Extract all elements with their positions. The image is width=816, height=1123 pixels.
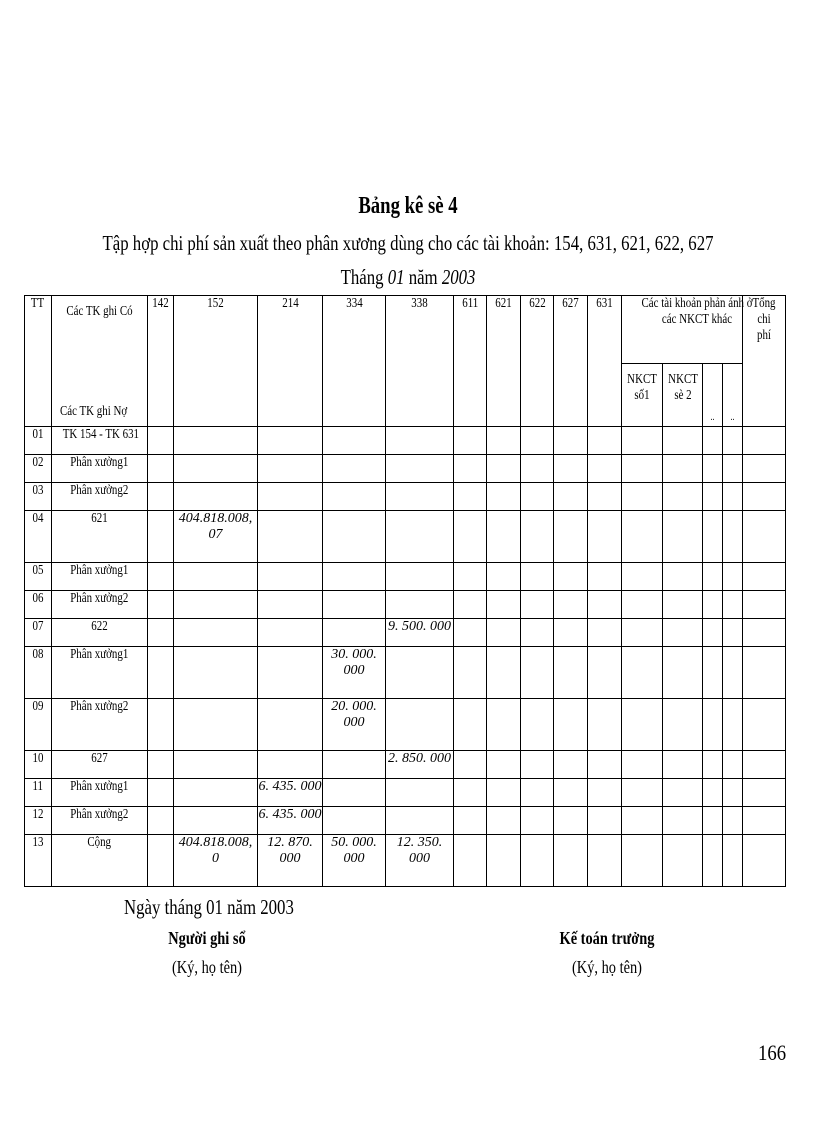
header-other-4: .. — [723, 363, 743, 427]
empty-cell — [703, 751, 723, 779]
row-tt: 05 — [25, 563, 52, 591]
cell-152 — [174, 647, 258, 699]
header-account-338: 338 — [386, 296, 454, 427]
signature-chief-accountant — [507, 928, 707, 978]
row-tt: 04 — [25, 511, 52, 563]
empty-cell — [554, 835, 588, 887]
credit-label: Các TK ghi Có — [66, 304, 133, 319]
empty-cell — [554, 511, 588, 563]
row-name: Phân xưởng1 — [52, 779, 148, 807]
table-row — [25, 779, 786, 807]
header-total: Tổng chi phí — [743, 296, 786, 427]
cell-152 — [174, 807, 258, 835]
empty-cell — [622, 563, 663, 591]
ledger-body — [25, 427, 786, 887]
empty-cell — [622, 699, 663, 751]
empty-cell — [588, 779, 622, 807]
cell-214 — [258, 647, 323, 699]
empty-cell — [487, 483, 521, 511]
row-name: Phân xưởng1 — [52, 455, 148, 483]
cell-142 — [148, 619, 174, 647]
empty-cell — [554, 483, 588, 511]
header-account-622: 622 — [521, 296, 554, 427]
table-row — [25, 455, 786, 483]
empty-cell — [521, 511, 554, 563]
table-row — [25, 647, 786, 699]
cell-334 — [323, 427, 386, 455]
cell-142 — [148, 779, 174, 807]
empty-cell — [487, 835, 521, 887]
row-name: TK 154 - TK 631 — [52, 427, 148, 455]
cell-214 — [258, 483, 323, 511]
row-name: Phân xưởng1 — [52, 647, 148, 699]
empty-cell — [622, 779, 663, 807]
cell-214 — [258, 619, 323, 647]
empty-cell — [743, 483, 786, 511]
row-name: Phân xưởng2 — [52, 699, 148, 751]
cell-142 — [148, 455, 174, 483]
cell-142 — [148, 699, 174, 751]
empty-cell — [487, 751, 521, 779]
empty-cell — [487, 619, 521, 647]
cell-338 — [386, 455, 454, 483]
empty-cell — [723, 591, 743, 619]
header-account-334: 334 — [323, 296, 386, 427]
header-nkct-1: NKCT số1 — [622, 363, 663, 427]
empty-cell — [703, 699, 723, 751]
cell-334 — [323, 619, 386, 647]
cell-152 — [174, 619, 258, 647]
empty-cell — [743, 835, 786, 887]
empty-cell — [487, 427, 521, 455]
header-account-631: 631 — [588, 296, 622, 427]
empty-cell — [588, 647, 622, 699]
empty-cell — [622, 835, 663, 887]
header-account-627: 627 — [554, 296, 588, 427]
cell-338 — [386, 483, 454, 511]
cell-334 — [323, 591, 386, 619]
year-value: 2003 — [441, 265, 476, 289]
empty-cell — [663, 835, 703, 887]
cell-338 — [386, 511, 454, 563]
empty-cell — [521, 751, 554, 779]
empty-cell — [723, 807, 743, 835]
empty-cell — [743, 807, 786, 835]
empty-cell — [554, 751, 588, 779]
cell-334: 20. 000. 000 — [323, 699, 386, 751]
table-row — [25, 619, 786, 647]
table-row — [25, 699, 786, 751]
empty-cell — [703, 563, 723, 591]
empty-cell — [521, 835, 554, 887]
cell-338: 12. 350. 000 — [386, 835, 454, 887]
empty-cell — [743, 751, 786, 779]
row-name: Cộng — [52, 835, 148, 887]
page-title: Bảng kê sè 4 — [358, 193, 458, 219]
empty-cell — [588, 455, 622, 483]
row-name: Phân xưởng2 — [52, 807, 148, 835]
empty-cell — [454, 807, 487, 835]
table-row — [25, 591, 786, 619]
empty-cell — [521, 779, 554, 807]
empty-cell — [487, 699, 521, 751]
row-tt: 10 — [25, 751, 52, 779]
empty-cell — [454, 699, 487, 751]
cell-142 — [148, 511, 174, 563]
empty-cell — [743, 619, 786, 647]
empty-cell — [743, 591, 786, 619]
signature-recorder — [107, 928, 307, 978]
cell-334: 50. 000. 000 — [323, 835, 386, 887]
empty-cell — [723, 619, 743, 647]
empty-cell — [703, 807, 723, 835]
row-name: 627 — [52, 751, 148, 779]
page-subtitle: Tập hợp chi phí sản xuất theo phân xương dùng cho các tài khoản: 154, 631, 621, 622, 627 — [102, 231, 714, 255]
row-tt: 11 — [25, 779, 52, 807]
empty-cell — [663, 563, 703, 591]
empty-cell — [723, 699, 743, 751]
empty-cell — [554, 699, 588, 751]
cell-152 — [174, 563, 258, 591]
empty-cell — [622, 427, 663, 455]
cell-338 — [386, 563, 454, 591]
signature-chief-note: (Ký, họ tên) — [572, 957, 642, 977]
empty-cell — [703, 455, 723, 483]
empty-cell — [663, 455, 703, 483]
cell-152: 404.818.008, 07 — [174, 511, 258, 563]
header-diagonal — [52, 296, 148, 427]
header-account-611: 611 — [454, 296, 487, 427]
empty-cell — [663, 751, 703, 779]
empty-cell — [487, 511, 521, 563]
empty-cell — [588, 591, 622, 619]
empty-cell — [723, 647, 743, 699]
table-row — [25, 751, 786, 779]
empty-cell — [588, 483, 622, 511]
empty-cell — [487, 647, 521, 699]
row-tt: 06 — [25, 591, 52, 619]
header-nkct-2: NKCT sè 2 — [663, 363, 703, 427]
empty-cell — [663, 591, 703, 619]
empty-cell — [554, 591, 588, 619]
cell-214 — [258, 591, 323, 619]
cell-214 — [258, 699, 323, 751]
cell-142 — [148, 591, 174, 619]
empty-cell — [723, 511, 743, 563]
header-tt: TT — [25, 296, 52, 427]
empty-cell — [663, 427, 703, 455]
row-name: Phân xưởng1 — [52, 563, 148, 591]
cell-214 — [258, 455, 323, 483]
empty-cell — [454, 455, 487, 483]
month-line — [82, 265, 735, 290]
empty-cell — [723, 779, 743, 807]
empty-cell — [454, 563, 487, 591]
cell-142 — [148, 427, 174, 455]
empty-cell — [521, 699, 554, 751]
empty-cell — [521, 619, 554, 647]
empty-cell — [521, 591, 554, 619]
empty-cell — [663, 807, 703, 835]
empty-cell — [521, 647, 554, 699]
empty-cell — [663, 647, 703, 699]
row-name: 622 — [52, 619, 148, 647]
signature-chief-title: Kế toán trưởng — [559, 928, 655, 948]
empty-cell — [663, 511, 703, 563]
empty-cell — [454, 511, 487, 563]
cell-338 — [386, 427, 454, 455]
empty-cell — [454, 591, 487, 619]
empty-cell — [703, 483, 723, 511]
empty-cell — [703, 779, 723, 807]
cell-142 — [148, 751, 174, 779]
empty-cell — [703, 427, 723, 455]
month-value: 01 — [387, 265, 405, 289]
table-row — [25, 483, 786, 511]
header-account-152: 152 — [174, 296, 258, 427]
empty-cell — [622, 483, 663, 511]
empty-cell — [454, 619, 487, 647]
cell-152 — [174, 483, 258, 511]
cell-334 — [323, 455, 386, 483]
empty-cell — [703, 591, 723, 619]
empty-cell — [663, 699, 703, 751]
cell-152 — [174, 751, 258, 779]
cell-152: 404.818.008, 0 — [174, 835, 258, 887]
empty-cell — [622, 455, 663, 483]
month-middle: năm — [404, 265, 442, 289]
empty-cell — [554, 807, 588, 835]
empty-cell — [454, 647, 487, 699]
row-name: 621 — [52, 511, 148, 563]
cell-214 — [258, 751, 323, 779]
cell-152 — [174, 699, 258, 751]
cell-334 — [323, 483, 386, 511]
empty-cell — [622, 807, 663, 835]
empty-cell — [703, 619, 723, 647]
row-tt: 03 — [25, 483, 52, 511]
row-tt: 01 — [25, 427, 52, 455]
empty-cell — [487, 591, 521, 619]
empty-cell — [622, 647, 663, 699]
empty-cell — [588, 835, 622, 887]
empty-cell — [487, 807, 521, 835]
cell-338 — [386, 699, 454, 751]
cell-338: 9. 500. 000 — [386, 619, 454, 647]
empty-cell — [521, 427, 554, 455]
empty-cell — [743, 779, 786, 807]
cell-338 — [386, 591, 454, 619]
empty-cell — [454, 483, 487, 511]
cell-152 — [174, 779, 258, 807]
row-tt: 08 — [25, 647, 52, 699]
empty-cell — [487, 779, 521, 807]
row-tt: 02 — [25, 455, 52, 483]
empty-cell — [723, 483, 743, 511]
empty-cell — [588, 563, 622, 591]
date-line: Ngày tháng 01 năm 2003 — [124, 895, 294, 919]
empty-cell — [622, 619, 663, 647]
cell-152 — [174, 455, 258, 483]
cell-334 — [323, 779, 386, 807]
cell-214 — [258, 427, 323, 455]
row-tt: 12 — [25, 807, 52, 835]
empty-cell — [588, 807, 622, 835]
empty-cell — [521, 455, 554, 483]
page-number: 166 — [758, 1040, 787, 1065]
cell-338 — [386, 647, 454, 699]
header-other-group: Các tài khoản phản ánh ở các NKCT khác — [622, 296, 743, 364]
empty-cell — [454, 751, 487, 779]
cell-214 — [258, 563, 323, 591]
header-account-621: 621 — [487, 296, 521, 427]
empty-cell — [454, 427, 487, 455]
empty-cell — [521, 483, 554, 511]
empty-cell — [487, 455, 521, 483]
cell-338 — [386, 807, 454, 835]
empty-cell — [743, 699, 786, 751]
empty-cell — [622, 511, 663, 563]
empty-cell — [588, 751, 622, 779]
empty-cell — [521, 563, 554, 591]
cell-334: 30. 000. 000 — [323, 647, 386, 699]
cell-334 — [323, 751, 386, 779]
table-row — [25, 511, 786, 563]
signature-recorder-title: Người ghi sổ — [168, 928, 246, 948]
ledger-table — [24, 295, 786, 887]
cell-338 — [386, 779, 454, 807]
empty-cell — [743, 455, 786, 483]
table-row — [25, 427, 786, 455]
empty-cell — [743, 647, 786, 699]
cell-152 — [174, 591, 258, 619]
cell-214: 6. 435. 000 — [258, 807, 323, 835]
empty-cell — [554, 647, 588, 699]
cell-142 — [148, 563, 174, 591]
empty-cell — [723, 455, 743, 483]
row-name: Phân xưởng2 — [52, 483, 148, 511]
row-tt: 07 — [25, 619, 52, 647]
cell-334 — [323, 511, 386, 563]
empty-cell — [622, 751, 663, 779]
table-row — [25, 563, 786, 591]
empty-cell — [521, 807, 554, 835]
row-tt: 13 — [25, 835, 52, 887]
empty-cell — [743, 511, 786, 563]
header-account-214: 214 — [258, 296, 323, 427]
cell-338: 2. 850. 000 — [386, 751, 454, 779]
empty-cell — [723, 427, 743, 455]
empty-cell — [588, 619, 622, 647]
signature-recorder-note: (Ký, họ tên) — [172, 957, 242, 977]
empty-cell — [588, 511, 622, 563]
cell-152 — [174, 427, 258, 455]
table-row — [25, 835, 786, 887]
empty-cell — [554, 427, 588, 455]
empty-cell — [723, 751, 743, 779]
empty-cell — [703, 511, 723, 563]
empty-cell — [723, 563, 743, 591]
empty-cell — [588, 427, 622, 455]
empty-cell — [554, 779, 588, 807]
debit-label: Các TK ghi Nợ — [60, 404, 128, 419]
empty-cell — [454, 835, 487, 887]
row-name: Phân xưởng2 — [52, 591, 148, 619]
empty-cell — [554, 455, 588, 483]
empty-cell — [588, 699, 622, 751]
month-prefix: Tháng — [340, 265, 388, 289]
table-row — [25, 807, 786, 835]
empty-cell — [554, 563, 588, 591]
empty-cell — [663, 483, 703, 511]
cell-214 — [258, 511, 323, 563]
empty-cell — [723, 835, 743, 887]
empty-cell — [554, 619, 588, 647]
cell-334 — [323, 563, 386, 591]
empty-cell — [743, 427, 786, 455]
cell-142 — [148, 483, 174, 511]
empty-cell — [663, 619, 703, 647]
cell-334 — [323, 807, 386, 835]
header-account-142: 142 — [148, 296, 174, 427]
empty-cell — [663, 779, 703, 807]
empty-cell — [703, 647, 723, 699]
cell-214: 6. 435. 000 — [258, 779, 323, 807]
empty-cell — [454, 779, 487, 807]
empty-cell — [487, 563, 521, 591]
row-tt: 09 — [25, 699, 52, 751]
header-other-3: .. — [703, 363, 723, 427]
empty-cell — [703, 835, 723, 887]
cell-142 — [148, 835, 174, 887]
empty-cell — [622, 591, 663, 619]
cell-214: 12. 870. 000 — [258, 835, 323, 887]
cell-142 — [148, 647, 174, 699]
empty-cell — [743, 563, 786, 591]
cell-142 — [148, 807, 174, 835]
